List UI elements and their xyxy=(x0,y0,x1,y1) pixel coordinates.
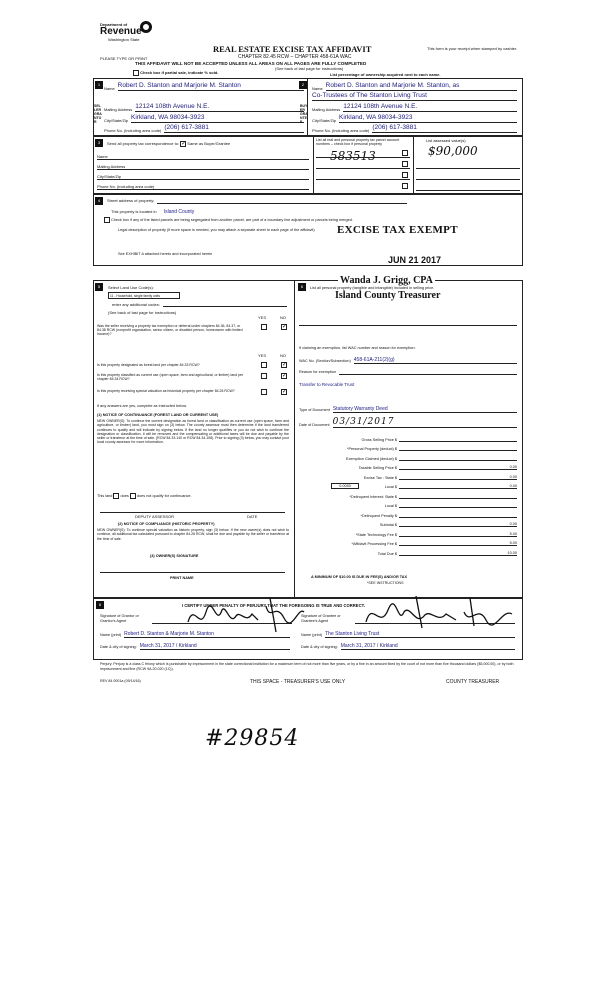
buyer-name-label: Name xyxy=(312,86,323,91)
q4-no-checkbox[interactable] xyxy=(281,389,287,395)
this-land-label: This land xyxy=(97,494,113,498)
street-address-label: Street address of property: xyxy=(107,198,155,203)
tax-row-value[interactable]: 5.00 xyxy=(399,532,517,537)
correspondence-name-label: Name xyxy=(97,154,108,159)
buyer-city-field[interactable]: Kirkland, WA 98034-3923 xyxy=(339,114,517,123)
dor-logo-icon xyxy=(140,21,152,33)
local-rate-field[interactable]: 0.0050 xyxy=(331,483,359,489)
section-3-number: 3 xyxy=(95,139,103,147)
document-date-label: Date of Document xyxy=(299,423,330,427)
tax-row-value[interactable] xyxy=(399,441,517,442)
does-label: does xyxy=(120,494,129,498)
tax-row-value[interactable]: 10.00 xyxy=(399,551,517,556)
document-type-label: Type of Document xyxy=(299,408,330,412)
wac-label: WAC No. (Section/Subsection) xyxy=(299,359,351,363)
buyer-address-label: Mailing Address xyxy=(312,107,341,112)
correspondence-phone-field[interactable] xyxy=(97,180,309,190)
does-not-checkbox[interactable] xyxy=(130,493,136,499)
tax-row xyxy=(299,518,517,528)
correspondence-address-field[interactable] xyxy=(97,160,309,170)
does-not-label: does not xyxy=(136,494,152,498)
tax-row-label: Exemption Claimed (deduct) $ xyxy=(345,456,397,461)
section-2-number: 2 xyxy=(299,81,307,89)
tax-row xyxy=(299,432,517,442)
stamp-treasurer-name: Wanda J. Grigg, CPA xyxy=(340,275,433,286)
no-header-2: NO xyxy=(280,353,286,358)
reason-field[interactable]: Transfer to Revocable Trust xyxy=(299,382,355,387)
land-use-label: Select Land Use Code(s): xyxy=(108,285,154,290)
deputy-date-label: DATE xyxy=(247,514,258,519)
handwritten-record-number: #29854 xyxy=(205,726,300,751)
parcel-number-1[interactable]: 583513 xyxy=(330,149,376,163)
exhibit-note: See EXHIBIT A attached hereto and incorporated herein xyxy=(118,252,213,256)
buyer-address-field[interactable]: 12124 108th Avenue N.E. xyxy=(343,103,517,112)
owner-signature-label: (3) OWNER(S) SIGNATURE xyxy=(150,554,199,558)
seller-phone-label: Phone No. (including area code) xyxy=(104,128,162,133)
tax-row-value[interactable]: 0.00 xyxy=(399,522,517,527)
tax-row-label: Local $ xyxy=(384,504,397,508)
seller-name-label: Name xyxy=(104,86,115,91)
notice-compliance-title: (2) NOTICE OF COMPLIANCE (HISTORIC PROPERTY) xyxy=(118,522,215,526)
partial-sale-row xyxy=(133,70,218,76)
qualify-label: qualify for continuance. xyxy=(152,494,192,498)
tax-row xyxy=(299,451,517,461)
partial-sale-checkbox[interactable] xyxy=(133,70,139,76)
notice-continuance-body: NEW OWNER(S): To continue the current designation as forest land or classification as current use (open space, farm and agriculture, or timber) land, you must sign on (3) below. The county assessor must then determine if the land transferred continues to qualify and will indicate by signing below. If the land no longer qualifies or you do not wish to continue the designation or classification, it will be removed and the compensating or additional taxes will be due and payable by the seller or transferor at the time of sale. (RCW 84.33.140 or RCW 84.34.108). Prior to signing (3) below, you may contact your local county assessor for more information. xyxy=(97,419,289,445)
tax-row-label: *Affidavit Processing Fee $ xyxy=(351,542,397,546)
stamp-date: JUN 21 2017 xyxy=(388,255,442,265)
certify-statement: I CERTIFY UNDER PENALTY OF PERJURY THAT THE FOREGOING IS TRUE AND CORRECT. xyxy=(182,603,365,608)
q4-historic-text: Is this property receiving special valuation as historical property per chapter 84.26 RCW? xyxy=(97,389,235,393)
tax-row xyxy=(299,508,517,518)
no-header-1: NO xyxy=(280,315,286,320)
tax-row-label: Total Due $ xyxy=(377,551,397,556)
seller-name-field[interactable]: Robert D. Stanton and Marjorie M. Stanton xyxy=(118,82,304,91)
tax-row xyxy=(299,480,517,490)
buyer-phone-field[interactable]: (206) 617-3881 xyxy=(372,124,517,133)
grantee-signature-scribble xyxy=(360,592,520,632)
tax-row-value[interactable] xyxy=(399,507,517,508)
grantee-date-label: Date & city of signing: xyxy=(301,645,338,649)
tax-row-label: Subtotal $ xyxy=(379,523,397,527)
tax-row-label: Taxable Selling Price $ xyxy=(358,466,397,470)
buyer-label: BUYER GRANTEE xyxy=(300,104,308,124)
buyer-name-field[interactable]: Robert D. Stanton and Marjorie M. Stanton, as xyxy=(326,82,517,91)
does-checkbox[interactable] xyxy=(113,493,119,499)
section-1-number: 1 xyxy=(95,81,103,89)
tax-row xyxy=(299,537,517,547)
partial-sale-label: Check box if partial sale, indicate % sold. xyxy=(140,70,219,76)
tax-row-value[interactable] xyxy=(399,498,517,499)
segregated-checkbox[interactable] xyxy=(104,217,110,223)
send-correspondence-row xyxy=(107,141,230,147)
send-correspondence-label: Send all property tax correspondence to: xyxy=(107,141,180,147)
tax-row xyxy=(299,442,517,452)
personal-property-checkbox-3[interactable] xyxy=(402,172,408,178)
grantor-signature-label: Signature of Grantor or Grantor's Agent xyxy=(100,614,139,623)
seller-phone-field[interactable]: (206) 617-3881 xyxy=(164,124,304,133)
not-accepted-notice: THIS AFFIDAVIT WILL NOT BE ACCEPTED UNLESS ALL AREAS ON ALL PAGES ARE FULLY COMPLETED xyxy=(135,61,367,66)
grantee-signature-label: Signature of Grantee or Grantee's Agent xyxy=(301,614,341,623)
tax-row-label: *Personal Property (deduct) $ xyxy=(346,447,397,451)
q3-no-checkbox[interactable] xyxy=(281,373,287,379)
grantee-name-field[interactable]: The Stanton Living Trust xyxy=(325,631,515,638)
land-use-code-select[interactable]: 11 - Household, single family units xyxy=(108,292,180,299)
q3-yes-checkbox[interactable] xyxy=(261,373,267,379)
buyer-city-label: City/State/Zip xyxy=(312,118,337,123)
tax-row-label: *Delinquent Interest: State $ xyxy=(349,494,397,499)
tax-table xyxy=(299,432,517,556)
grantor-name-label: Name (print) xyxy=(100,633,122,637)
parcel-header: List all real and personal property tax parcel account numbers – check box if personal property xyxy=(316,138,400,146)
section-5-number: 5 xyxy=(95,283,103,291)
reason-line[interactable] xyxy=(339,370,517,375)
notice-continuance-title: (1) NOTICE OF CONTINUANCE (FOREST LAND OR CURRENT USE) xyxy=(97,413,219,417)
yes-header-2: YES xyxy=(258,353,267,358)
q2-yes-checkbox[interactable] xyxy=(261,362,267,368)
tax-row-label: Gross Selling Price $ xyxy=(361,437,397,442)
personal-property-line[interactable] xyxy=(299,322,517,326)
q2-forest-text: Is this property designated as forest land per chapter 84.33 RCW? xyxy=(97,363,200,367)
continuance-row xyxy=(97,493,192,499)
tax-row xyxy=(299,527,517,537)
seller-address-field[interactable]: 12124 108th Avenue N.E. xyxy=(135,103,304,112)
see-back-instructions: (See back of last page for instructions) xyxy=(108,310,177,315)
section-4-number: 4 xyxy=(95,197,103,205)
divider xyxy=(313,136,314,194)
tax-row-value[interactable]: 5.00 xyxy=(399,541,517,546)
treasurer-use-only: THIS SPACE - TREASURER'S USE ONLY xyxy=(250,679,346,685)
grantor-signature-scribble xyxy=(180,592,310,636)
q3-current-use-text: Is this property classified as current use (open space, farm and agricultural, or timber) land per chapter 84.34 RCW? xyxy=(97,373,244,382)
tax-row-label: Local $ xyxy=(384,485,397,489)
personal-property-checkbox-1[interactable] xyxy=(402,150,408,156)
tax-row-value[interactable] xyxy=(399,450,517,451)
deputy-assessor-label: DEPUTY ASSESSOR xyxy=(135,514,175,519)
minimum-due-note: A MINIMUM OF $10.00 IS DUE IN FEE(S) AND/OR TAX xyxy=(311,575,408,579)
tax-row xyxy=(299,461,517,471)
correspondence-city-field[interactable] xyxy=(97,170,309,180)
perjury-notice: Perjury: Perjury is a class C felony which is punishable by imprisonment in the state correctional institution for a maximum term of not more than five years, or by a fine in an amount fixed by the court of not more than five thousand dollars ($5,000.00), or by both imprisonment and fine (RCW 9A.20.020 (1C)). xyxy=(100,662,514,671)
tax-row-value[interactable]: 0.00 xyxy=(399,475,517,480)
correspondence-name-field[interactable] xyxy=(97,150,309,160)
county-treasurer-label: COUNTY TREASURER xyxy=(446,679,500,685)
seller-address-label: Mailing Address xyxy=(104,107,133,112)
correspondence-address-label: Mailing Address xyxy=(97,164,126,169)
divider xyxy=(294,280,295,598)
section-8-number: 8 xyxy=(96,601,104,609)
please-type: PLEASE TYPE OR PRINT xyxy=(100,56,148,61)
q1-no-checkbox[interactable] xyxy=(281,324,287,330)
q1-yes-checkbox[interactable] xyxy=(261,324,267,330)
personal-property-label: List all personal property (tangible and intangible) included in selling price. xyxy=(310,286,435,290)
logo-line3: Washington State xyxy=(108,37,140,42)
tax-row xyxy=(299,499,517,509)
see-back-note: (See back of last page for instructions) xyxy=(275,66,344,71)
located-label: This property is located in xyxy=(111,209,157,214)
q4-yes-checkbox[interactable] xyxy=(261,389,267,395)
same-as-buyer-label: Same as Buyer/Grantee xyxy=(187,141,231,147)
list-percentage-note: List percentage of ownership acquired next to each name. xyxy=(330,72,441,77)
tax-row-label: *State Technology Fee $ xyxy=(355,532,397,537)
segregated-label: Check box if any of the listed parcels are being segregated from another parcel, are part of a boundary line adjustment or parcels being merged. xyxy=(111,218,353,222)
same-as-buyer-checkbox[interactable] xyxy=(180,141,186,147)
additional-codes-field[interactable] xyxy=(163,302,287,307)
section-6-number: 6 xyxy=(298,283,306,291)
logo-line1: Department of xyxy=(100,22,128,27)
document-date-field[interactable]: 03/31/2017 xyxy=(333,417,517,428)
buyer-name-field-2[interactable]: Co-Trustees of The Stanton Living Trust xyxy=(312,92,517,101)
reason-label: Reason for exemption xyxy=(299,370,337,374)
deputy-assessor-line[interactable] xyxy=(100,507,285,513)
assessed-value-rows xyxy=(416,158,520,191)
personal-property-checkbox-2[interactable] xyxy=(402,161,408,167)
assessed-value-1[interactable]: $90,000 xyxy=(428,144,478,158)
grantor-date-label: Date & city of signing: xyxy=(100,645,137,649)
stamp-treasurer-office: Island County Treasurer xyxy=(335,290,441,301)
grantor-name-field[interactable]: Robert D. Stanton & Marjorie M. Stanton xyxy=(124,631,290,638)
county-field[interactable]: Island County xyxy=(163,209,195,215)
tax-row-value[interactable] xyxy=(399,460,517,461)
correspondence-phone-label: Phone No. (including area code) xyxy=(97,184,155,189)
grantee-date-field[interactable]: March 31, 2017 / Kirkland xyxy=(341,643,515,650)
tax-row xyxy=(299,489,517,499)
document-type-field[interactable]: Statutory Warranty Deed xyxy=(333,406,517,413)
buyer-phone-label: Phone No. (including area code) xyxy=(312,128,370,133)
tax-row-value[interactable]: 0.00 xyxy=(399,465,517,470)
seller-city-field[interactable]: Kirkland, WA 98034-3923 xyxy=(131,114,304,123)
revision-code: REV 84 0001a (09/14/16) xyxy=(100,679,141,683)
seller-label: SELLER GRANTOR xyxy=(94,104,102,124)
logo-line2: Revenue xyxy=(100,26,142,37)
personal-property-checkbox-4[interactable] xyxy=(402,183,408,189)
tax-row-label: *Delinquent Penalty $ xyxy=(360,513,397,518)
street-address-field[interactable] xyxy=(157,198,407,204)
excise-tax-exempt-stamp: EXCISE TAX EXEMPT xyxy=(337,224,458,236)
grantee-name-label: Name (print) xyxy=(301,633,323,637)
parcel-rows xyxy=(316,147,410,191)
print-name-label: PRINT NAME xyxy=(170,576,194,580)
divider xyxy=(413,136,414,194)
tax-row-value[interactable]: 0.00 xyxy=(399,484,517,489)
receipt-note: This form is your receipt when stamped by cashier. xyxy=(427,46,518,51)
form-title: REAL ESTATE EXCISE TAX AFFIDAVIT xyxy=(213,44,372,54)
additional-codes-label: enter any additional codes: xyxy=(112,302,160,307)
grantor-date-field[interactable]: March 31, 2017 / Kirkland xyxy=(140,643,290,650)
seller-city-label: City/State/Zip xyxy=(104,118,129,123)
tax-row xyxy=(299,470,517,480)
correspondence-city-label: City/State/Zip xyxy=(97,174,122,179)
yes-header-1: YES xyxy=(258,315,267,320)
form-chapter: CHAPTER 82.45 RCW – CHAPTER 458-61A WAC xyxy=(238,54,352,60)
q2-no-checkbox[interactable] xyxy=(281,362,287,368)
wac-field[interactable]: 458-61A-211(2)(g) xyxy=(354,357,517,364)
legal-description-label: Legal description of property (if more space is needed, you may attach a separate sheet to each page of the affidavit) xyxy=(118,228,315,232)
assessed-value-header: List assessed value(s) xyxy=(426,138,466,143)
tax-row-label: Excise Tax : State $ xyxy=(363,475,397,480)
notice-compliance-body: NEW OWNER(S): To continue special valuation as historic property, sign (3) below. If the new owner(s) does not wish to continue, all additional tax calculated pursuant to chapter 84.26 RCW, shall be due and payable by the seller or transferor at the time of sale. xyxy=(97,528,289,541)
tax-row xyxy=(299,546,517,556)
claim-exemption-label: If claiming an exemption, list WAC number and reason for exemption: xyxy=(299,346,416,350)
q1-exemption-text: Was the seller receiving a property tax exemption or deferral under chapters 84.36, 84.37, or 84.38 RCW (nonprofit organization, senior citizen, or disabled person, homeowner with limited income)? xyxy=(97,324,243,337)
see-instructions-note: *SEE INSTRUCTIONS xyxy=(367,581,404,585)
owner-signature-line[interactable] xyxy=(100,563,285,573)
tax-row-value[interactable] xyxy=(399,517,517,518)
if-yes-note: If any answers are yes, complete as instructed below. xyxy=(97,404,187,408)
